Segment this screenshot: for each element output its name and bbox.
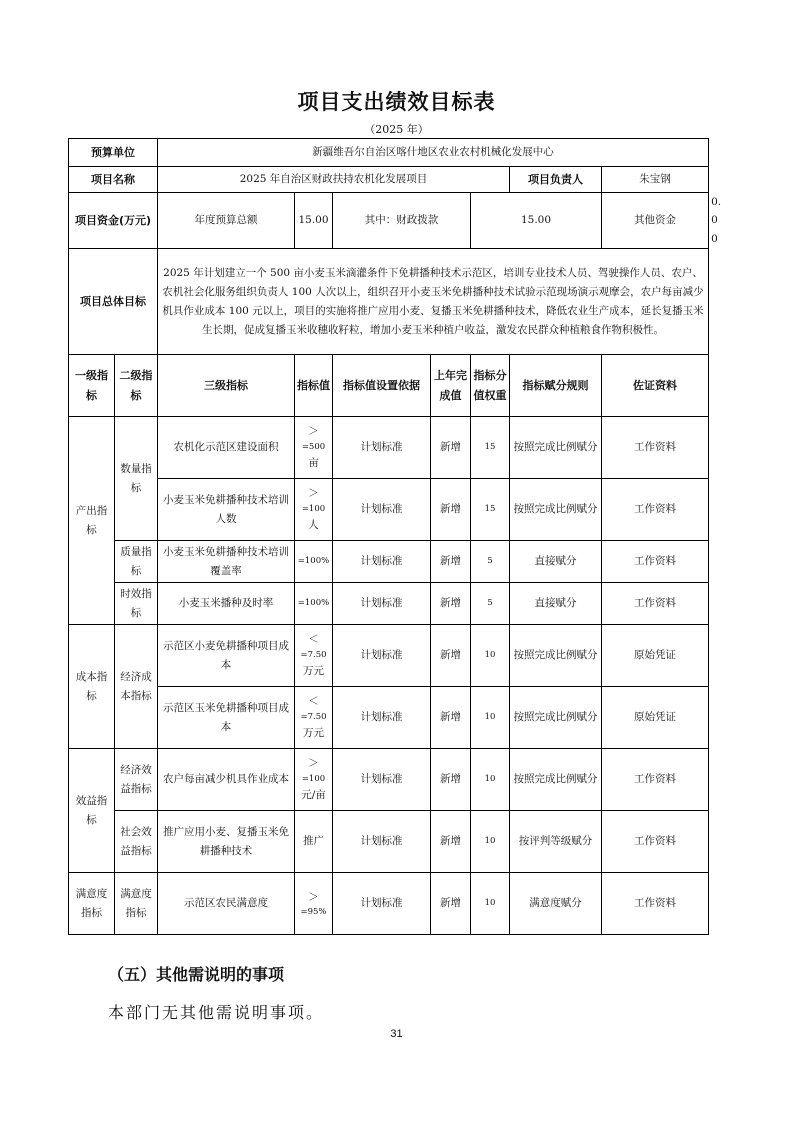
row-evidence: 工作资料 — [602, 479, 709, 541]
row-rule: 直接赋分 — [510, 583, 602, 625]
row-evidence: 原始凭证 — [602, 625, 709, 687]
table-row — [69, 417, 709, 479]
group-satisfaction-l2: 满意度指标 — [115, 873, 158, 935]
header-l2: 二级指标 — [115, 355, 158, 417]
header-value: 指标值 — [295, 355, 333, 417]
row-weight: 5 — [471, 541, 510, 583]
row-basis: 计划标准 — [333, 583, 431, 625]
table-row — [69, 749, 709, 811]
row-basis: 计划标准 — [333, 687, 431, 749]
row-weight: 10 — [471, 625, 510, 687]
row-evidence: 原始凭证 — [602, 687, 709, 749]
header-rule: 指标赋分规则 — [510, 355, 602, 417]
row-last: 新增 — [431, 873, 471, 935]
project-row — [69, 167, 709, 193]
unit-value: 新疆维吾尔自治区喀什地区农业农村机械化发展中心 — [158, 139, 709, 167]
group-output: 产出指标 — [69, 417, 115, 625]
row-value: ＜ =7.50 万元 — [295, 625, 333, 687]
funds-label: 项目资金(万元) — [69, 193, 158, 249]
group-econ-cost: 经济成本指标 — [115, 625, 158, 749]
goal-row — [69, 249, 709, 355]
project-label: 项目名称 — [69, 167, 158, 193]
row-rule: 按照完成比例赋分 — [510, 625, 602, 687]
row-weight: 10 — [471, 811, 510, 873]
row-l3: 小麦玉米播种及时率 — [158, 583, 295, 625]
header-l1: 一级指标 — [69, 355, 115, 417]
section-body: 本部门无其他需说明事项。 — [108, 1003, 325, 1022]
section-heading: （五）其他需说明的事项 — [108, 965, 285, 984]
row-rule: 按评判等级赋分 — [510, 811, 602, 873]
row-weight: 10 — [471, 687, 510, 749]
row-evidence: 工作资料 — [602, 583, 709, 625]
group-benefit: 效益指标 — [69, 749, 115, 873]
row-value: ＞ =500 亩 — [295, 417, 333, 479]
table-row — [69, 583, 709, 625]
group-cost: 成本指标 — [69, 625, 115, 749]
row-value: ＞ =95% — [295, 873, 333, 935]
row-rule: 直接赋分 — [510, 541, 602, 583]
leader-value: 朱宝钢 — [602, 167, 709, 193]
page-title: 项目支出绩效目标表 — [297, 90, 496, 114]
row-evidence: 工作资料 — [602, 811, 709, 873]
row-evidence: 工作资料 — [602, 749, 709, 811]
row-value: ＞ =100 元/亩 — [295, 749, 333, 811]
table-row — [69, 811, 709, 873]
row-weight: 15 — [471, 417, 510, 479]
row-l3: 推广应用小麦、复播玉米免耕播种技术 — [158, 811, 295, 873]
header-evidence: 佐证资料 — [602, 355, 709, 417]
row-weight: 15 — [471, 479, 510, 541]
row-last: 新增 — [431, 749, 471, 811]
table-row — [69, 687, 709, 749]
fiscal-value: 15.00 — [471, 193, 602, 249]
row-basis: 计划标准 — [333, 625, 431, 687]
row-rule: 按照完成比例赋分 — [510, 479, 602, 541]
unit-row — [69, 139, 709, 167]
annual-label: 年度预算总额 — [158, 193, 295, 249]
table-row — [69, 479, 709, 541]
row-basis: 计划标准 — [333, 749, 431, 811]
row-basis: 计划标准 — [333, 873, 431, 935]
row-weight: 10 — [471, 749, 510, 811]
row-weight: 5 — [471, 583, 510, 625]
row-weight: 10 — [471, 873, 510, 935]
row-l3: 示范区玉米免耕播种项目成本 — [158, 687, 295, 749]
row-rule: 按照完成比例赋分 — [510, 749, 602, 811]
row-value: ＞ =100 人 — [295, 479, 333, 541]
row-rule: 按照完成比例赋分 — [510, 687, 602, 749]
group-quantity: 数量指标 — [115, 417, 158, 541]
page-number: 31 — [390, 1028, 403, 1040]
unit-label: 预算单位 — [69, 139, 158, 167]
row-last: 新增 — [431, 541, 471, 583]
row-l3: 示范区小麦免耕播种项目成本 — [158, 625, 295, 687]
row-last: 新增 — [431, 479, 471, 541]
header-l3: 三级指标 — [158, 355, 295, 417]
fiscal-label: 其中：财政拨款 — [333, 193, 471, 249]
row-basis: 计划标准 — [333, 811, 431, 873]
row-last: 新增 — [431, 811, 471, 873]
table-row — [69, 873, 709, 935]
group-econ-benefit: 经济效益指标 — [115, 749, 158, 811]
group-quality: 质量指标 — [115, 541, 158, 583]
row-basis: 计划标准 — [333, 479, 431, 541]
row-rule: 满意度赋分 — [510, 873, 602, 935]
annual-value: 15.00 — [295, 193, 333, 249]
header-weight: 指标分值权重 — [471, 355, 510, 417]
performance-table — [68, 138, 722, 935]
group-social-benefit: 社会效益指标 — [115, 811, 158, 873]
header-row — [69, 355, 709, 417]
row-l3: 小麦玉米免耕播种技术培训覆盖率 — [158, 541, 295, 583]
header-last: 上年完成值 — [431, 355, 471, 417]
row-evidence: 工作资料 — [602, 873, 709, 935]
row-evidence: 工作资料 — [602, 417, 709, 479]
row-l3: 示范区农民满意度 — [158, 873, 295, 935]
row-value: 推广 — [295, 811, 333, 873]
leader-label: 项目负责人 — [510, 167, 602, 193]
table-row — [69, 541, 709, 583]
table-row — [69, 625, 709, 687]
row-l3: 小麦玉米免耕播种技术培训人数 — [158, 479, 295, 541]
project-value: 2025 年自治区财政扶持农机化发展项目 — [158, 167, 510, 193]
row-last: 新增 — [431, 583, 471, 625]
goal-text: 2025 年计划建立一个 500 亩小麦玉米滴灌条件下免耕播种技术示范区，培训专业技术人员、驾驶操作人员、农户、农机社会化服务组织负责人 100 人次以上，组织召开小麦玉米免耕播种技术试验示范现场演示观摩会，农户每亩减少机具作业成本 100 元以上，项目的实施将推广应用小麦、复播玉米免耕播种技术，降低农业生产成本，延长复播玉米生长期，促成复播玉米收穗收籽粒，增加小麦玉米种植户收益，激发农民群众种植粮食作物积极性。 — [158, 249, 709, 355]
row-value: =100% — [295, 583, 333, 625]
funds-row: 项目资金(万元) 年度预算总额 15.00 其中：财政拨款 15.00 其他资金 0.00 — [69, 193, 709, 249]
row-l3: 农户每亩减少机具作业成本 — [158, 749, 295, 811]
row-last: 新增 — [431, 417, 471, 479]
header-basis: 指标值设置依据 — [333, 355, 431, 417]
row-l3: 农机化示范区建设面积 — [158, 417, 295, 479]
row-last: 新增 — [431, 625, 471, 687]
row-value: ＜ =7.50 万元 — [295, 687, 333, 749]
group-satisfaction: 满意度指标 — [69, 873, 115, 935]
group-time: 时效指标 — [115, 583, 158, 625]
other-label: 其他资金 — [602, 193, 709, 249]
row-rule: 按照完成比例赋分 — [510, 417, 602, 479]
row-value: =100% — [295, 541, 333, 583]
goal-label: 项目总体目标 — [69, 249, 158, 355]
year-label: （2025 年） — [364, 123, 429, 136]
row-last: 新增 — [431, 687, 471, 749]
row-basis: 计划标准 — [333, 541, 431, 583]
row-basis: 计划标准 — [333, 417, 431, 479]
row-evidence: 工作资料 — [602, 541, 709, 583]
